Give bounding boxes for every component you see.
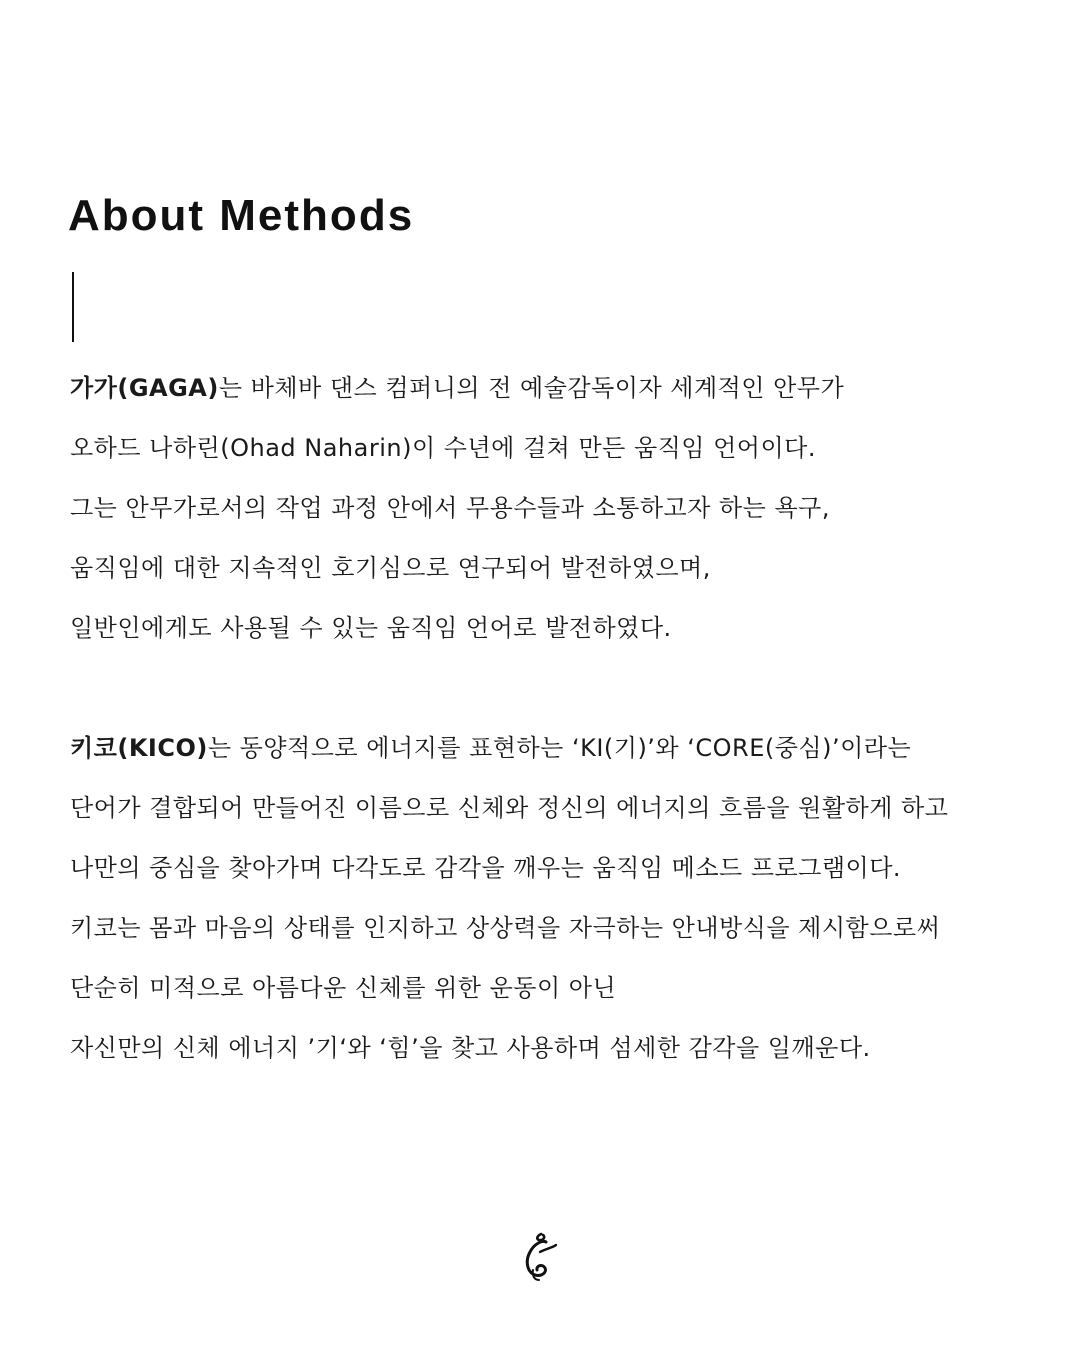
kico-text-2: 단어가 결합되어 만들어진 이름으로 신체와 정신의 에너지의 흐름을 원활하게 하고 — [70, 794, 949, 822]
kico-line-1 — [70, 718, 948, 778]
kico-section — [70, 718, 948, 1078]
gaga-line-1 — [70, 358, 844, 418]
page-title: About Methods — [68, 191, 415, 240]
gaga-text-4: 움직임에 대한 지속적인 호기심으로 연구되어 발전하였으며, — [70, 554, 711, 582]
kico-text-6: 자신만의 신체 에너지 ’기‘와 ‘힘’을 찾고 사용하며 섬세한 감각을 일깨운다. — [70, 1034, 871, 1062]
gaga-text-3: 그는 안무가로서의 작업 과정 안에서 무용수들과 소통하고자 하는 욕구, — [70, 494, 830, 522]
kico-text-1: 는 동양적으로 에너지를 표현하는 ‘KI(기)’와 ‘CORE(중심)’이라는 — [207, 734, 912, 762]
gaga-text-1: 는 바체바 댄스 컴퍼니의 전 예술감독이자 세계적인 안무가 — [218, 374, 845, 402]
brand-logo-icon — [516, 1228, 564, 1284]
kico-text-5: 단순히 미적으로 아름다운 신체를 위한 운동이 아닌 — [70, 974, 617, 1002]
gaga-text-2: 오하드 나하린(Ohad Naharin)이 수년에 걸쳐 만든 움직임 언어이다. — [70, 434, 816, 462]
gaga-text-5: 일반인에게도 사용될 수 있는 움직임 언어로 발전하였다. — [70, 614, 672, 642]
title-divider — [72, 272, 74, 342]
kico-text-3: 나만의 중심을 찾아가며 다각도로 감각을 깨우는 움직임 메소드 프로그램이다. — [70, 854, 902, 882]
gaga-lead: 가가(GAGA) — [70, 374, 219, 402]
kico-text-4: 키코는 몸과 마음의 상태를 인지하고 상상력을 자극하는 안내방식을 제시함으로써 — [70, 914, 941, 942]
gaga-section — [70, 358, 844, 658]
kico-lead: 키코(KICO) — [70, 734, 208, 762]
